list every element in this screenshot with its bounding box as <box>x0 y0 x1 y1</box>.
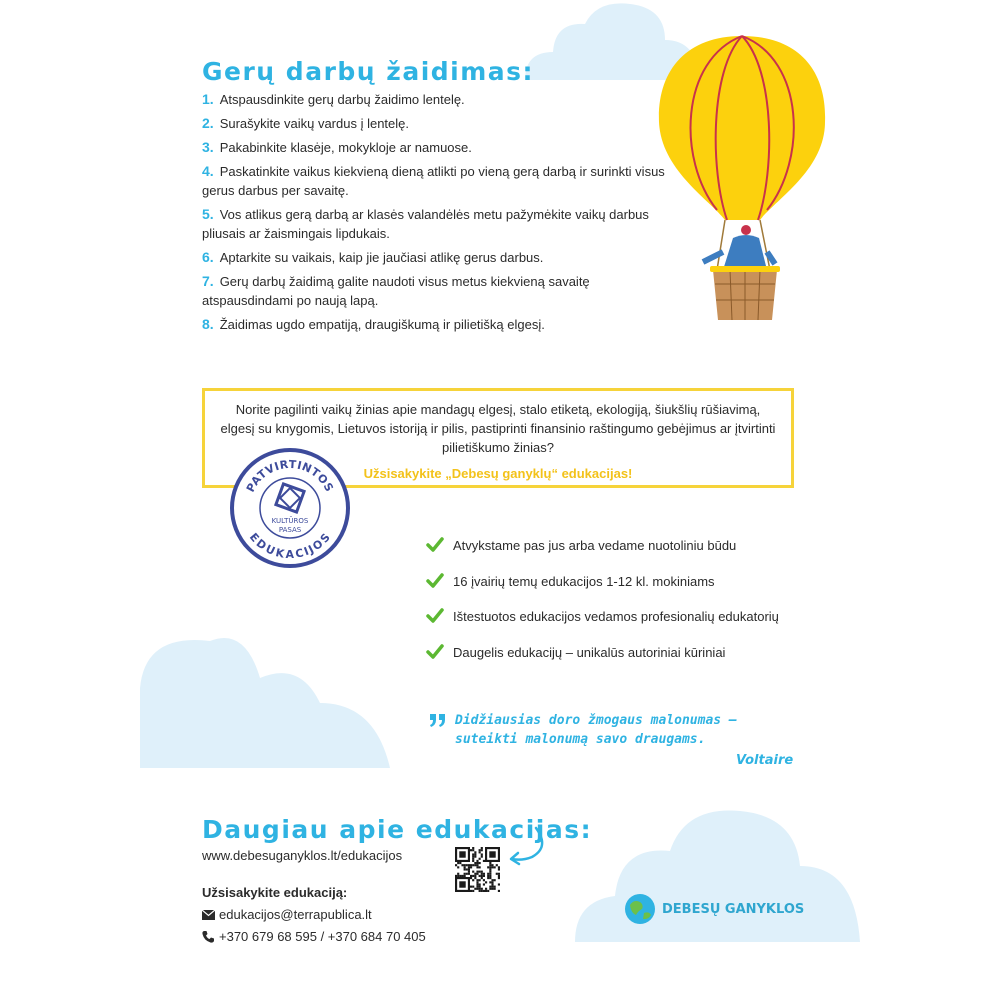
feature-text: Daugelis edukacijų – unikalūs autoriniai kūriniai <box>453 644 726 660</box>
step-number: 3. <box>202 139 214 155</box>
feature-item <box>426 644 779 680</box>
step-text: Aptarkite su vaikais, kaip jie jaučiasi atlikę gerus darbus. <box>219 250 544 265</box>
feature-text: Ištestuotos edukacijos vedamos profesionalių edukatorių <box>453 609 779 624</box>
step-number: 8. <box>202 316 214 332</box>
feature-list <box>426 537 779 679</box>
feature-item <box>426 608 779 644</box>
step-number: 2. <box>202 115 214 131</box>
curved-arrow-icon <box>508 825 548 867</box>
step-item <box>202 315 682 334</box>
checkmark-icon <box>426 573 444 589</box>
phone-numbers[interactable]: +370 679 68 595 / +370 684 70 405 <box>219 929 426 944</box>
quote-author: Voltaire <box>736 753 794 768</box>
email-row <box>202 907 372 922</box>
step-item <box>202 272 682 310</box>
step-text: Surašykite vaikų vardus į lentelę. <box>219 116 409 131</box>
checkmark-icon <box>426 537 444 553</box>
step-item <box>202 248 682 267</box>
feature-item <box>426 573 779 609</box>
info-call-to-action: Užsisakykite „Debesų ganyklų“ edukacijas! <box>363 466 633 481</box>
phone-icon <box>202 931 214 943</box>
checkmark-icon <box>426 608 444 624</box>
step-number: 1. <box>202 91 214 107</box>
envelope-icon <box>202 910 215 920</box>
step-text: Pakabinkite klasėje, mokykloje ar namuose. <box>219 140 472 155</box>
quote-mark-icon <box>428 712 448 728</box>
stamp-inner-line2: PASAS <box>278 526 302 534</box>
more-title: Daugiau apie edukacijas: <box>202 815 593 844</box>
step-item <box>202 205 682 243</box>
kulturos-pasas-stamp <box>228 446 353 571</box>
quote-line-2: suteikti malonumą savo draugams. <box>455 732 706 747</box>
brand-name: DEBESŲ GANYKLOS <box>662 901 805 917</box>
stamp-bottom-text: EDUKACIJOS <box>246 530 334 562</box>
stamp-inner-line1: KULTŪROS <box>271 517 309 525</box>
feature-text: 16 įvairių temų edukacijos 1-12 kl. mokiniams <box>453 573 715 589</box>
step-item <box>202 114 682 133</box>
cloud-left-decoration <box>140 633 390 768</box>
step-text: Gerų darbų žaidimą galite naudoti visus metus kiekvieną savaitę atspausdindami po naują lapą. <box>202 274 590 308</box>
quote-line-1: Didžiausias doro žmogaus malonumas – <box>455 713 737 728</box>
feature-item <box>426 537 779 573</box>
step-number: 5. <box>202 206 214 222</box>
hot-air-balloon-illustration <box>655 30 830 325</box>
step-number: 4. <box>202 163 214 179</box>
qr-code-image[interactable] <box>455 847 500 892</box>
step-text: Atspausdinkite gerų darbų žaidimo lentelę. <box>219 92 465 107</box>
step-number: 6. <box>202 249 214 265</box>
info-text: Norite pagilinti vaikų žinias apie mandagų elgesį, stalo etiketą, ekologiją, šiukšlių rūšiavimą, elgesį su knygomis, Lietuvos istoriją ir pilis, pastiprinti finansinio raštingumo gebėjimus ar įtvirtinti pilietiškumo žinias? <box>220 402 776 455</box>
order-label: Užsisakykite edukaciją: <box>202 885 348 900</box>
step-item <box>202 162 682 200</box>
step-number: 7. <box>202 273 214 289</box>
feature-text: Atvykstame pas jus arba vedame nuotoliniu būdu <box>453 538 737 553</box>
step-item <box>202 138 682 157</box>
email-link[interactable]: edukacijos@terrapublica.lt <box>219 907 372 922</box>
brand-logo <box>624 893 804 925</box>
page-title: Gerų darbų žaidimas: <box>202 57 535 86</box>
globe-icon <box>624 893 656 925</box>
step-text: Žaidimas ugdo empatiją, draugiškumą ir pilietišką elgesį. <box>219 317 545 332</box>
phone-row <box>202 929 426 944</box>
quote-text <box>455 711 737 749</box>
website-link[interactable]: www.debesuganyklos.lt/edukacijos <box>202 848 403 863</box>
step-text: Vos atlikus gerą darbą ar klasės valandėlės metu pažymėkite vaikų darbus pliusais ar žaismingais lipdukais. <box>202 207 649 241</box>
stamp-top-text: PATVIRTINTOS <box>243 457 337 495</box>
step-item <box>202 90 682 109</box>
checkmark-icon <box>426 644 444 660</box>
steps-list <box>202 90 682 339</box>
step-text: Paskatinkite vaikus kiekvieną dieną atlikti po vieną gerą darbą ir surinkti visus gerus darbus per savaitę. <box>202 164 665 198</box>
